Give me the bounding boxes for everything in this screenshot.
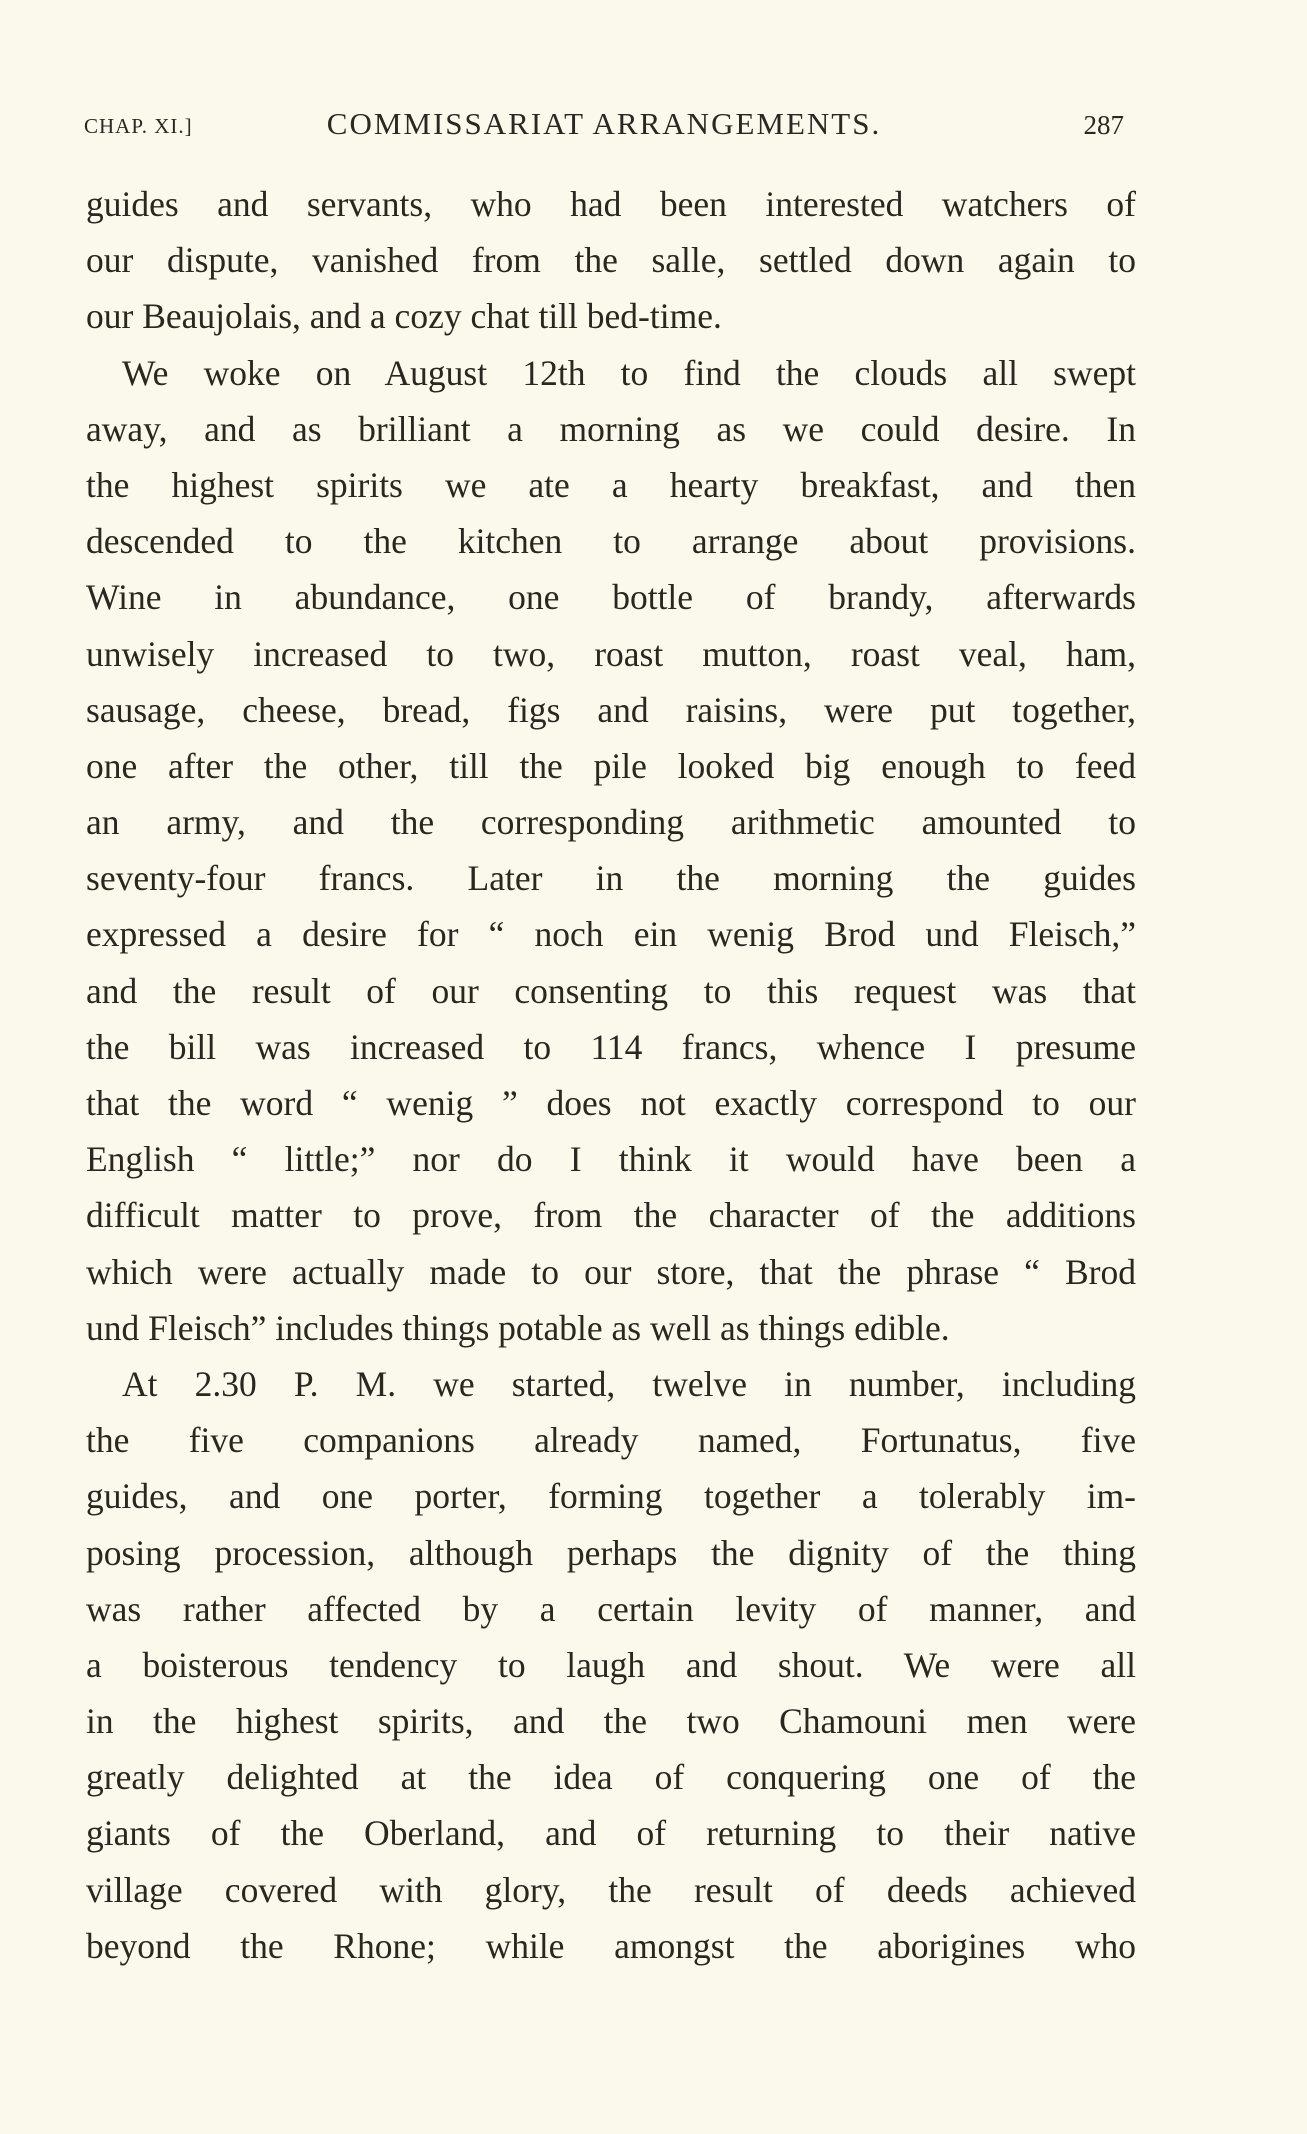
text-line: which were actually made to our store, that the phrase “ Brod: [86, 1251, 1136, 1292]
text-line: Wine in abundance, one bottle of brandy, afterwards: [86, 577, 1136, 618]
text-line: our Beaujolais, and a cozy chat till bed-time.: [86, 296, 722, 337]
text-line: the five companions already named, Fortunatus, five: [86, 1420, 1136, 1461]
text-line: und Fleisch” includes things potable as well as things edible.: [86, 1307, 950, 1348]
text-line: one after the other, till the pile looked big enough to feed: [86, 745, 1136, 786]
text-line: beyond the Rhone; while amongst the aborigines who: [86, 1925, 1136, 1966]
text-line: was rather affected by a certain levity of manner, and: [86, 1588, 1136, 1629]
text-line: expressed a desire for “ noch ein wenig Brod und Fleisch,”: [86, 914, 1136, 955]
text-line: sausage, cheese, bread, figs and raisins, were put together,: [86, 689, 1136, 730]
text-line: the highest spirits we ate a hearty breakfast, and then: [86, 464, 1136, 505]
text-line: the bill was increased to 114 francs, whence I presume: [86, 1026, 1136, 1067]
text-line: that the word “ wenig ” does not exactly correspond to our: [86, 1083, 1136, 1123]
page-number: 287: [1083, 110, 1124, 140]
text-line: guides, and one porter, forming together a tolerably im-: [86, 1476, 1136, 1517]
text-line: posing procession, although perhaps the dignity of the thing: [86, 1532, 1136, 1573]
text-line: guides and servants, who had been interested watchers of: [86, 184, 1136, 224]
text-line: an army, and the corresponding arithmetic amounted to: [86, 802, 1136, 843]
text-line: difficult matter to prove, from the character of the additions: [86, 1195, 1136, 1236]
chapter-label: CHAP. XI.]: [84, 114, 193, 138]
text-line: and the result of our consenting to this request was that: [86, 970, 1136, 1011]
text-line: greatly delighted at the idea of conquering one of the: [86, 1757, 1136, 1798]
running-title: COMMISSARIAT ARRANGEMENTS.: [326, 106, 882, 141]
text-line: our dispute, vanished from the salle, settled down again to: [86, 240, 1136, 281]
text-line: away, and as brilliant a morning as we could desire. In: [86, 408, 1136, 449]
running-head: [84, 106, 1124, 146]
body-text: [86, 176, 1136, 1974]
text-line: a boisterous tendency to laugh and shout. We were all: [86, 1644, 1136, 1685]
text-line: At 2.30 P. M. we started, twelve in number, including: [122, 1363, 1136, 1404]
text-line: English “ little;” nor do I think it would have been a: [86, 1139, 1136, 1180]
text-line: seventy-four francs. Later in the morning the guides: [86, 858, 1136, 899]
text-line: village covered with glory, the result of deeds achieved: [86, 1869, 1136, 1910]
text-line: unwisely increased to two, roast mutton, roast veal, ham,: [86, 633, 1136, 674]
text-line: giants of the Oberland, and of returning to their native: [86, 1813, 1136, 1854]
text-line: descended to the kitchen to arrange about provisions.: [86, 521, 1136, 562]
text-line: We woke on August 12th to find the clouds all swept: [122, 352, 1136, 393]
text-line: in the highest spirits, and the two Chamouni men were: [86, 1701, 1136, 1742]
